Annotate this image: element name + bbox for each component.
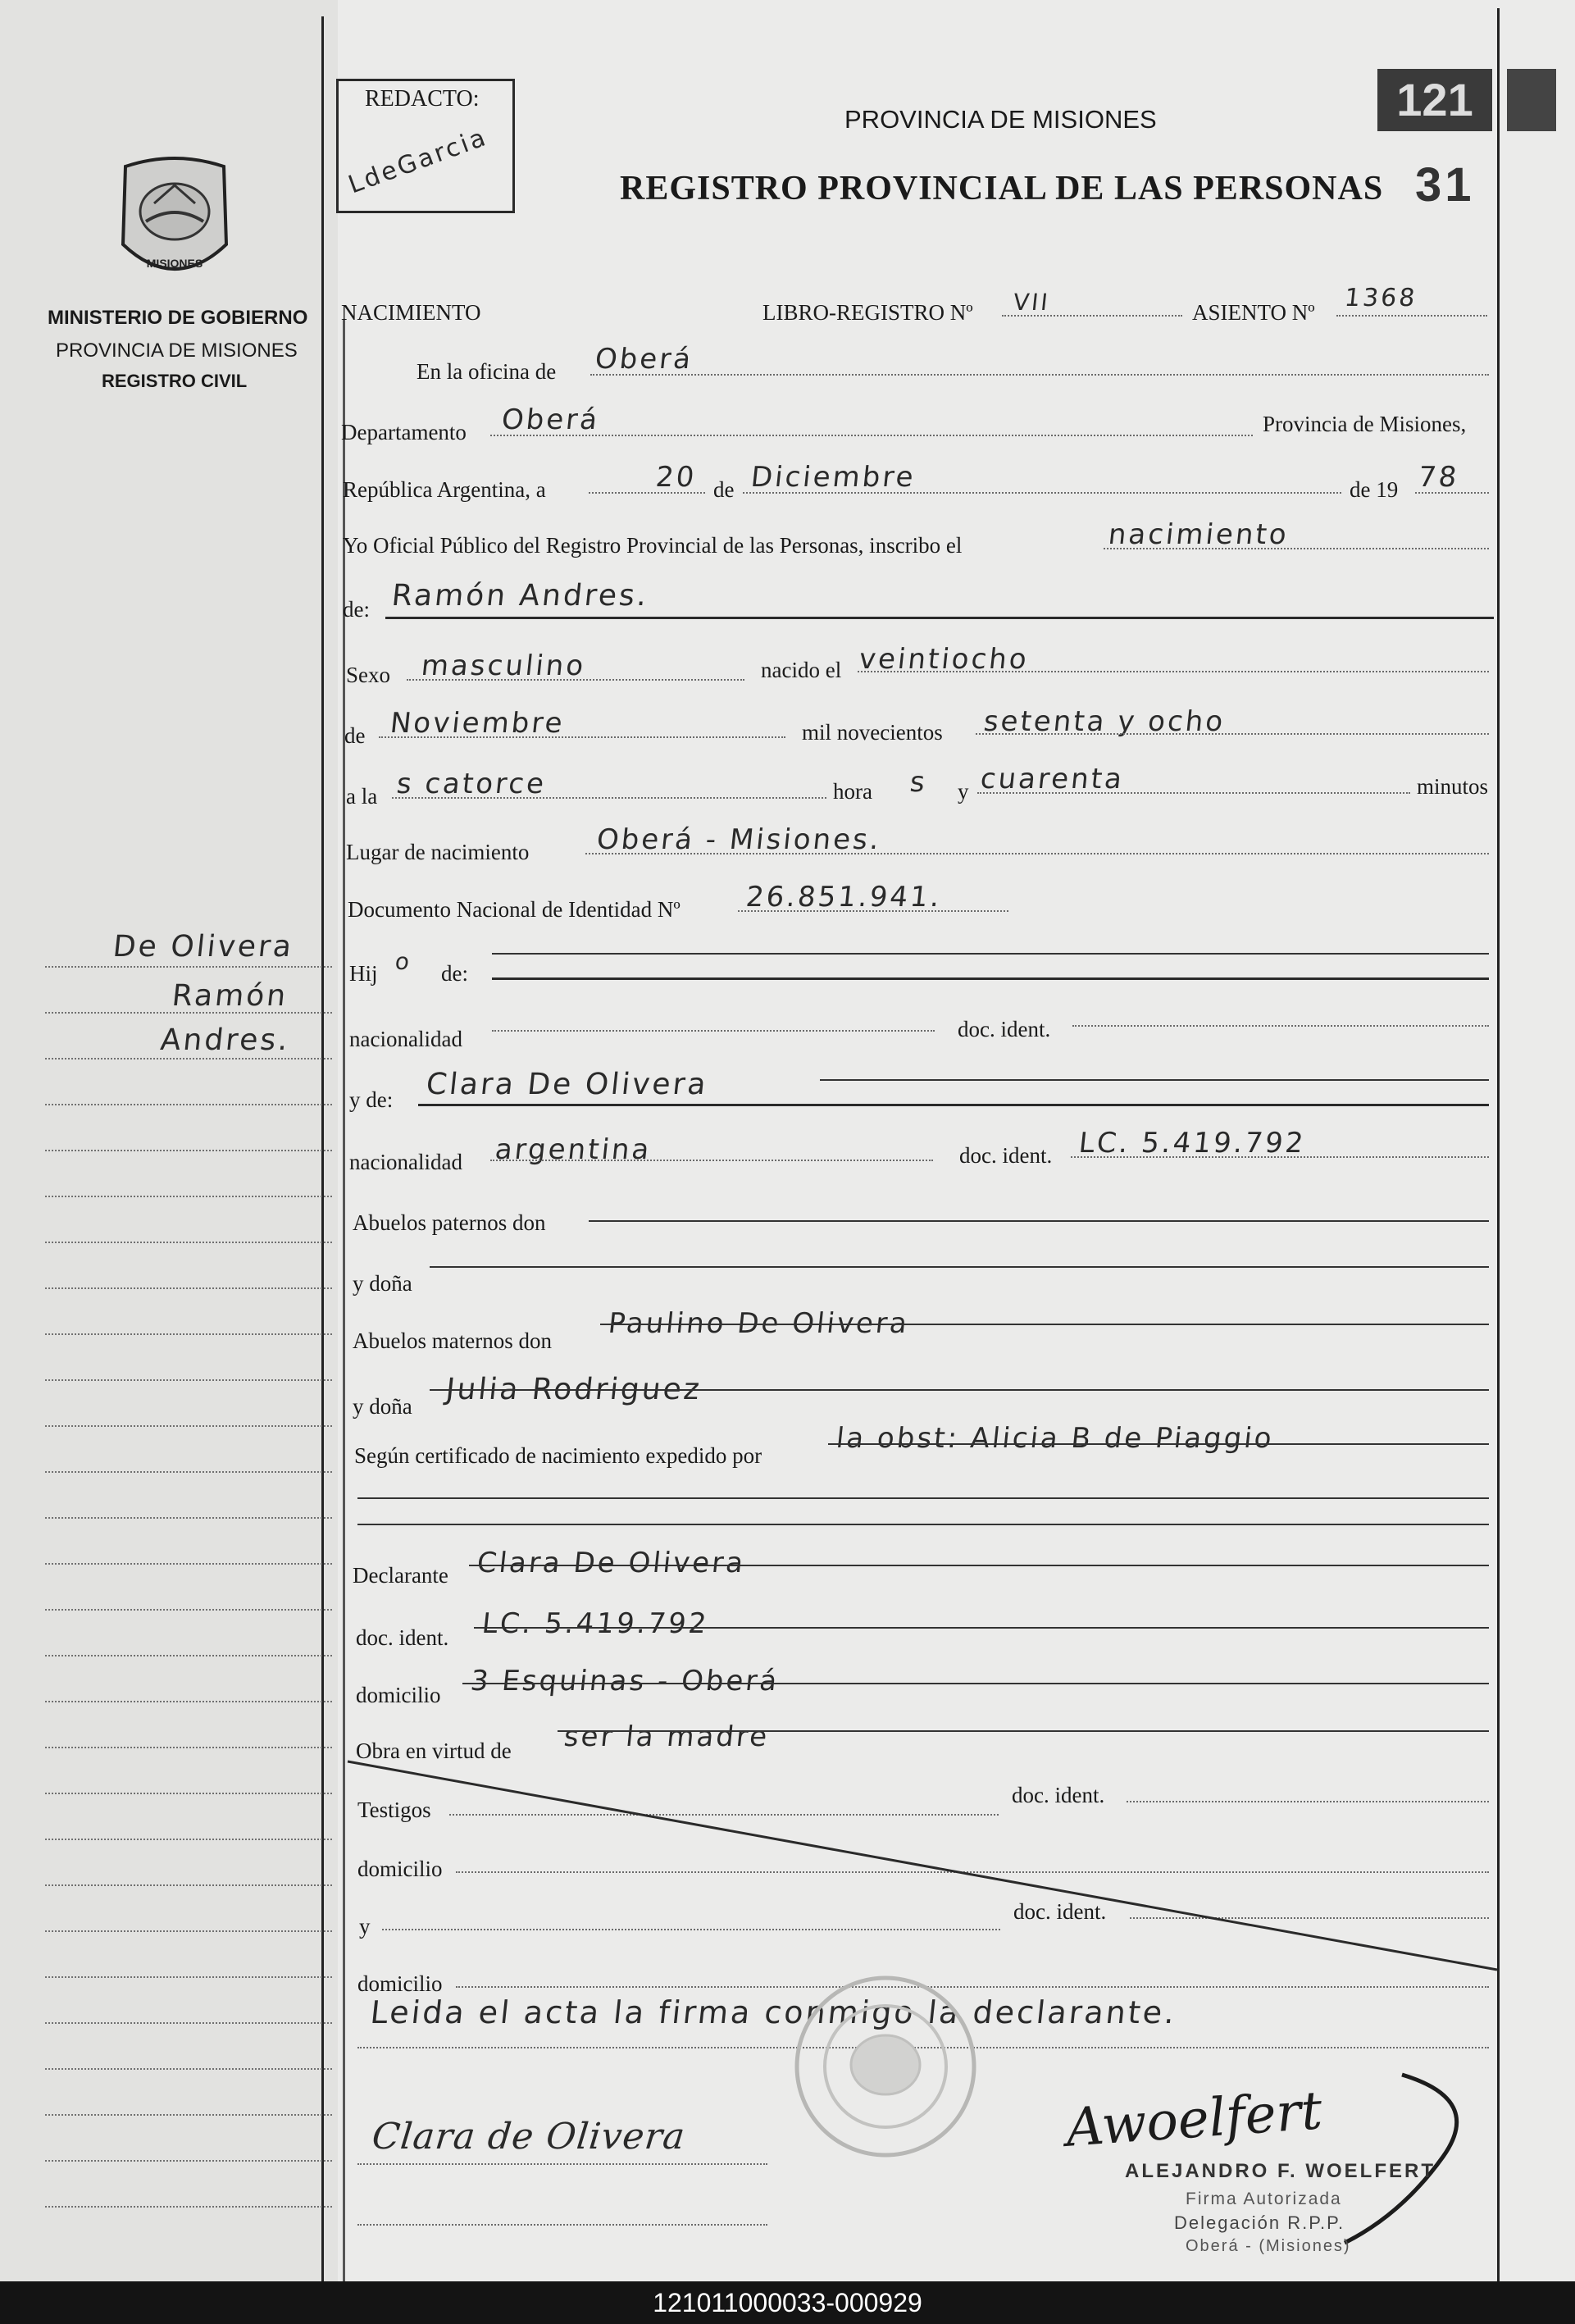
dni-label: Documento Nacional de Identidad Nº [348,897,681,922]
nacionalidad-madre-label: nacionalidad [349,1150,462,1174]
abuelos-maternos-label: Abuelos maternos don [353,1328,552,1353]
inscribo-value: nacimiento [1106,518,1290,551]
redacto-signature: LdeGarcia [344,122,492,200]
nacimiento-label: NACIMIENTO [341,300,481,325]
departamento-value: Oberá [499,403,602,436]
oficial-title2: Delegación R.P.P. [1174,2212,1345,2233]
hora-value: s catorce [394,768,549,800]
madre-value: Clara De Olivera [424,1068,710,1101]
oficial-title3: Oberá - (Misiones) [1186,2237,1351,2255]
yo-oficial-text: Yo Oficial Público del Registro Provincial de las Personas, inscribo el [343,533,963,558]
page-number: 31 [1415,158,1475,212]
nacido-label: nacido el [761,658,842,682]
redacto-label: REDACTO: [365,86,480,112]
hijo-de-label: de: [441,961,468,986]
testigo2-docident-label: doc. ident. [1013,1899,1107,1924]
mil-novecientos-label: mil novecientos [802,720,943,745]
registry-seal-icon [787,1968,984,2165]
testigos-docident-label: doc. ident. [1012,1783,1105,1807]
ministry-line2: PROVINCIA DE MISIONES [56,339,298,362]
nacido-value: veintiocho [857,643,1031,676]
hijo-suffix: o [394,948,413,975]
fecha-dia: 20 [653,461,699,494]
lugar-value: Oberá - Misiones. [594,823,883,856]
lugar-label: Lugar de nacimiento [346,840,530,864]
declarante-value: Clara De Olivera [475,1547,748,1579]
docident-madre-label: doc. ident. [959,1143,1053,1168]
libro-registro-value: VII [1012,289,1052,316]
abuelo-materno-value: Paulino De Olivera [606,1307,911,1340]
hora-label: hora [833,779,872,804]
ministry-line1: MINISTERIO DE GOBIERNO [48,307,308,329]
margin-note-line1: De Olivera [111,930,296,964]
anio-nacimiento-value: setenta y ocho [981,705,1227,738]
declarante-signature: Clara de Olivera [370,2116,688,2158]
hora-y-label: y [958,779,969,804]
oficina-label: En la oficina de [417,359,557,384]
y-de-label: y de: [349,1087,394,1112]
a-la-label: a la [346,784,378,809]
abuelos-paternos-label: Abuelos paternos don [353,1210,546,1235]
ministry-line3: REGISTRO CIVIL [102,371,248,391]
domicilio-value: 3 Esquinas - Oberá [468,1665,781,1697]
firma-line2 [357,2224,767,2226]
sexo-value: masculino [419,649,588,682]
de-colon-label: de: [343,597,370,622]
testigo2-y-label: y [359,1914,371,1939]
nombre-value: Ramón Andres. [389,579,651,613]
de-mes-label: de [344,723,366,748]
seal-text: MISIONES [146,257,203,270]
segun-certificado-label: Según certificado de nacimiento expedido por [354,1443,762,1468]
fecha-anio: 78 [1416,461,1461,494]
dni-value: 26.851.941. [744,881,944,914]
domicilio-label: domicilio [356,1683,441,1707]
segun-certificado-value: la obst: Alicia B de Piaggio [834,1422,1276,1455]
minutos-value: cuarenta [978,763,1127,795]
testigo-domicilio-label: domicilio [357,1857,443,1881]
fecha-mes: Diciembre [749,461,917,494]
testigos-label: Testigos [357,1798,431,1822]
provincia-misiones-label: Provincia de Misiones, [1263,412,1467,436]
hora-suffix: s [908,766,929,799]
asiento-label: ASIENTO Nº [1192,300,1315,325]
document-code-footer: 121011000033-000929 [0,2281,1575,2324]
libro-registro-label: LIBRO-REGISTRO Nº [762,300,973,325]
provincia-heading: PROVINCIA DE MISIONES [844,105,1157,134]
registro-heading: REGISTRO PROVINCIAL DE LAS PERSONAS [620,170,1384,207]
departamento-label: Departamento [341,420,467,444]
oficial-name: ALEJANDRO F. WOELFERT [1125,2160,1436,2182]
docident-declarante-label: doc. ident. [356,1625,449,1650]
mes-nacimiento-value: Noviembre [388,707,567,740]
oficina-value: Oberá [593,343,695,376]
republica-label: República Argentina, a [343,477,546,502]
abuela-materna-value: Julia Rodriguez [444,1373,703,1406]
obra-virtud-value: ser la madre [562,1720,772,1753]
sexo-label: Sexo [346,663,390,687]
firma-declarante-line [357,2163,767,2165]
nacionalidad-padre-label: nacionalidad [349,1027,462,1051]
testigo2-domicilio-label: domicilio [357,1971,443,1996]
docident-padre-label: doc. ident. [958,1017,1051,1041]
y-dona-paterna-label: y doña [353,1271,412,1296]
nacionalidad-madre-value: argentina [493,1133,653,1166]
obra-virtud-label: Obra en virtud de [356,1738,512,1763]
docident-madre-value: LC. 5.419.792 [1077,1127,1308,1160]
fecha-de19-label: de 19 [1350,477,1399,502]
page-stamp-number: 121 [1377,69,1492,131]
y-dona-materna-label: y doña [353,1394,412,1419]
margin-note-line2: Ramón [170,979,290,1013]
minutos-label: minutos [1417,774,1489,799]
oficial-title1: Firma Autorizada [1186,2190,1342,2208]
oficial-signature: Awoelfert [1063,2080,1325,2159]
margin-note-line3: Andres. [158,1023,292,1057]
leida-acta-text: Leida el acta la firma conmigo la declarante. [368,1994,1179,2030]
docident-declarante-value: LC. 5.419.792 [480,1607,711,1640]
fecha-de-label: de [713,477,735,502]
asiento-value: 1368 [1343,284,1419,312]
declarante-label: Declarante [353,1563,448,1588]
hijo-label: Hij [349,961,378,986]
